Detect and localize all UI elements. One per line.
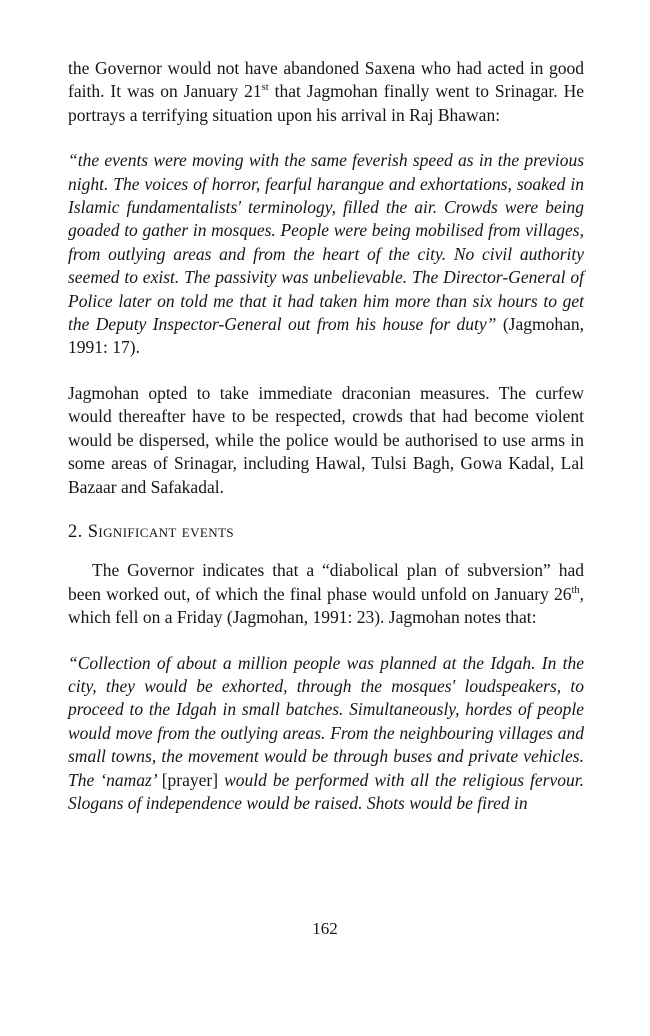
text-run-roman: (Jagmohan, 1991: 17). (68, 314, 584, 358)
paragraph-governor-saxena (68, 57, 584, 127)
text-run-roman: The Governor indicates that a “diabolical plan of subversion” had been worked out, of which the final phase would unfold on January 26 (68, 560, 584, 604)
text-column (68, 57, 584, 837)
text-run-superscript: th (571, 584, 580, 596)
text-run-italic: would be performed with all the religious fervour. Slogans of independence would be raised. Shots would be fired in (68, 769, 584, 813)
page-number: 162 (312, 919, 338, 938)
quote-jagmohan-1991-23 (68, 652, 584, 816)
paragraph-draconian-measures (68, 382, 584, 499)
text-run-superscript: st (261, 82, 269, 94)
section-heading-significant-events (68, 521, 584, 544)
text-run-italic: “Collection of about a million people was planned at the Idgah. In the city, they would be exhorted, through the mosques' loudspeakers, to proceed to the Idgah in small batches. Simultaneously, hordes of people would move from the outlying areas. From the neighbouring villages and small towns, the movement would be through buses and private vehicles. The ‘namaz’ (68, 652, 584, 790)
text-run-roman: that Jagmohan finally went to Srinagar. He portrays a terrifying situation upon his arrival in Raj Bhawan: (68, 81, 584, 125)
text-run-italic: “the events were moving with the same feverish speed as in the previous night. The voices of horror, fearful harangue and exhortations, soaked in Islamic fundamentalists' terminology, filled the air. Crowds were being goaded to gather in mosques. People were being mobilised from villages, from outlying areas and from the heart of the city. No civil authority seemed to exist. The passivity was unbelievable. The Director-General of Police later on told me that it had taken him more than six hours to get the Deputy Inspector-General out from his house for duty” (68, 150, 584, 335)
text-run-smallcaps: 2. Significant events (68, 521, 235, 542)
text-run-roman: [prayer] (161, 769, 219, 790)
text-run-roman: , which fell on a Friday (Jagmohan, 1991: 23). Jagmohan notes that: (68, 583, 584, 628)
quote-jagmohan-1991-17 (68, 149, 584, 360)
text-run-roman: Jagmohan opted to take immediate draconian measures. The curfew would thereafter have to be respected, crowds that had become violent would be dispersed, while the police would be authorised to use arms in some areas of Srinagar, including Hawal, Tulsi Bagh, Gowa Kadal, Lal Bazaar and Safakadal. (68, 382, 584, 497)
text-run-roman: the Governor would not have abandoned Saxena who had acted in good faith. It was on January 21 (68, 58, 584, 102)
paragraph-diabolical-plan (68, 559, 584, 629)
